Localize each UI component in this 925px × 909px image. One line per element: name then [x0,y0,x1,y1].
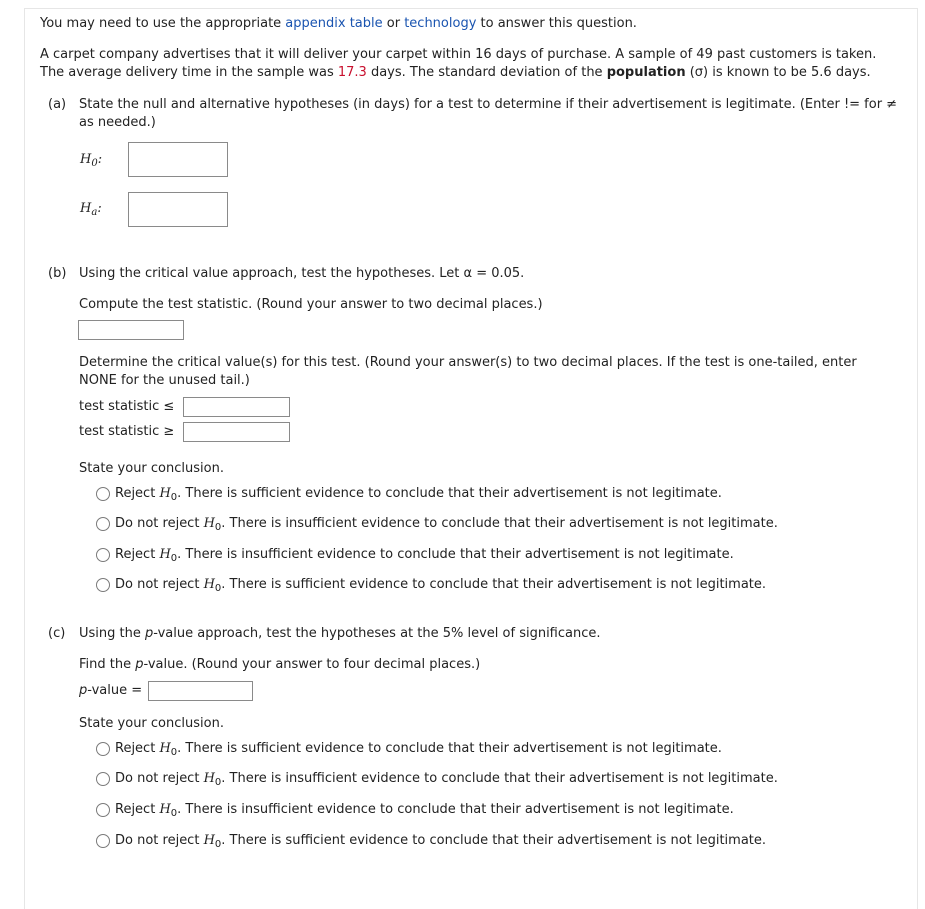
test-statistic-input[interactable] [78,320,184,340]
option-post: . There is sufficient evidence to conclude that their advertisement is not legitimate. [221,833,767,848]
p-letter: p [145,626,154,641]
ha-colon: : [97,201,102,216]
ha-sub: a [91,207,98,218]
h0-sub: 0 [214,522,222,533]
option-post: . There is insufficient evidence to conclude that their advertisement is not legitimate. [177,802,734,817]
part-c-line-1 [79,625,601,643]
h0-sub: 0 [91,158,98,169]
critical-value-line-2: NONE for the unused tail.) [79,373,250,388]
p-letter: p [135,657,144,672]
part-c-letter: (c) [48,626,66,641]
part-c-option-2[interactable] [115,770,778,788]
ts-le-label: test statistic ≤ [79,399,175,414]
option-pre: Do not reject [115,516,204,531]
ha-label [80,200,102,218]
h0-letter: H [159,802,171,817]
problem-line-2-pre: The average delivery time in the sample was [40,65,338,80]
part-b-line-1: Using the critical value approach, test the hypotheses. Let α = 0.05. [79,266,525,281]
h0-sub: 0 [170,747,178,758]
h0-letter: H [203,577,215,592]
ts-ge-label: test statistic ≥ [79,424,175,439]
h0-sub: 0 [170,553,178,564]
problem-line-2-post: (σ) is known to be 5.6 days. [685,65,871,80]
find-post: -value. (Round your answer to four decimal places.) [143,657,481,672]
part-b-option-3[interactable] [115,546,734,564]
h0-letter: H [203,516,215,531]
p-letter: p [79,683,88,698]
h0-label [80,151,102,169]
part-b-option-4-radio[interactable] [96,578,110,592]
part-b-letter: (b) [48,266,67,281]
part-a-letter: (a) [48,97,67,112]
h0-letter: H [80,152,92,167]
part-b-option-3-radio[interactable] [96,548,110,562]
problem-line-2 [40,64,871,82]
ha-input[interactable] [128,192,228,227]
option-pre: Do not reject [115,771,204,786]
problem-line-1: A carpet company advertises that it will deliver your carpet within 16 days of purchase. A sample of 49 past customers is taken. [40,47,877,62]
find-pre: Find the [79,657,136,672]
part-c-option-1[interactable] [115,740,722,758]
h0-sub: 0 [170,492,178,503]
option-pre: Reject [115,802,160,817]
problem-line-2-mid: days. The standard deviation of the [366,65,607,80]
option-post: . There is insufficient evidence to conclude that their advertisement is not legitimate. [177,547,734,562]
p-value-label [79,682,142,700]
part-b-conclusion-prompt: State your conclusion. [79,461,224,476]
population-bold: population [606,65,686,80]
part-c-option-4[interactable] [115,832,766,850]
option-post: . There is sufficient evidence to conclude that their advertisement is not legitimate. [221,577,767,592]
part-c-line-1-post: -value approach, test the hypotheses at the 5% level of significance. [153,626,601,641]
h0-sub: 0 [170,808,178,819]
part-c-option-4-radio[interactable] [96,834,110,848]
h0-sub: 0 [214,777,222,788]
option-pre: Reject [115,486,160,501]
p-value-input[interactable] [148,681,253,701]
part-a-line-2: as needed.) [79,115,156,130]
technology-link[interactable]: technology [404,16,477,31]
option-pre: Reject [115,741,160,756]
part-b-option-2-radio[interactable] [96,517,110,531]
part-a-line-1: State the null and alternative hypotheses (in days) for a test to determine if their advertisement is legitimate. (Enter != for ≠ [79,97,898,112]
part-b-option-2[interactable] [115,515,778,533]
critical-value-lower-input[interactable] [183,397,290,417]
option-post: . There is insufficient evidence to conclude that their advertisement is not legitimate. [221,516,778,531]
critical-value-upper-input[interactable] [183,422,290,442]
critical-value-line-1: Determine the critical value(s) for this test. (Round your answer(s) to two decimal places. If the test is one-tailed, enter [79,355,857,370]
option-pre: Reject [115,547,160,562]
intro-mid: or [382,16,405,31]
h0-sub: 0 [214,839,222,850]
intro-post: to answer this question. [476,16,637,31]
h0-sub: 0 [214,583,222,594]
intro-text [40,15,637,33]
ha-letter: H [80,201,92,216]
appendix-table-link[interactable]: appendix table [285,16,383,31]
h0-letter: H [159,486,171,501]
h0-letter: H [159,547,171,562]
intro-pre: You may need to use the appropriate [40,16,286,31]
h0-letter: H [203,771,215,786]
part-b-option-1-radio[interactable] [96,487,110,501]
option-post: . There is sufficient evidence to conclude that their advertisement is not legitimate. [177,486,722,501]
option-pre: Do not reject [115,577,204,592]
find-p-value-prompt [79,656,480,674]
compute-test-statistic-prompt: Compute the test statistic. (Round your answer to two decimal places.) [79,297,543,312]
part-c-option-3[interactable] [115,801,734,819]
h0-letter: H [159,741,171,756]
part-c-line-1-pre: Using the [79,626,145,641]
part-c-option-3-radio[interactable] [96,803,110,817]
part-c-option-1-radio[interactable] [96,742,110,756]
option-pre: Do not reject [115,833,204,848]
p-value-label-post: -value = [87,683,143,698]
option-post: . There is insufficient evidence to conclude that their advertisement is not legitimate. [221,771,778,786]
h0-colon: : [97,152,103,167]
part-b-option-1[interactable] [115,485,722,503]
h0-input[interactable] [128,142,228,177]
sample-mean-value: 17.3 [337,65,367,80]
part-c-conclusion-prompt: State your conclusion. [79,716,224,731]
part-b-option-4[interactable] [115,576,766,594]
option-post: . There is sufficient evidence to conclude that their advertisement is not legitimate. [177,741,722,756]
h0-letter: H [203,833,215,848]
part-c-option-2-radio[interactable] [96,772,110,786]
